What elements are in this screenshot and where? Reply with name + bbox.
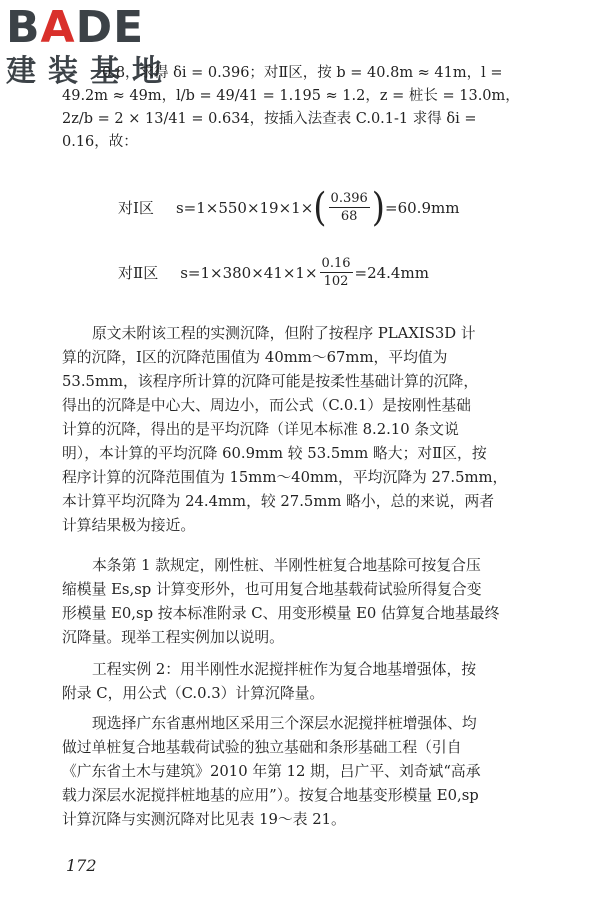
fraction-numerator: 0.396	[330, 191, 368, 206]
text-line: 本计算平均沉降为 24.4mm，较 27.5mm 略小，总的来说，两者	[62, 493, 495, 510]
paragraph-2	[62, 322, 552, 538]
text-line: 53.5mm，该程序所计算的沉降可能是按柔性基础计算的沉降，	[62, 373, 479, 390]
fraction	[329, 190, 370, 225]
text-line: 缩模量 Es,sp 计算变形外，也可用复合地基载荷试验所得复合变	[62, 581, 482, 598]
text-line: 程序计算的沉降范围值为 15mm～40mm，平均沉降为 27.5mm，	[62, 469, 508, 486]
text-line: 形模量 E0,sp 按本标准附录 C、用变形模量 E0 估算复合地基最终	[62, 605, 500, 622]
text-line: 计算的沉降，得出的是平均沉降（详见本标准 8.2.10 条文说	[62, 421, 459, 438]
paragraph-4	[62, 658, 552, 706]
text-line: 做过单桩复合地基载荷试验的独立基础和条形基础工程（引自	[62, 739, 462, 756]
text-line: 0.16，故：	[62, 134, 138, 150]
formula-label: 对Ⅰ区	[118, 199, 154, 217]
text-line: 计算沉降与实测沉降对比见表 19～表 21。	[62, 811, 346, 828]
fraction-numerator: 0.16	[321, 256, 351, 271]
formula-result: =24.4mm	[354, 263, 429, 282]
text-line: 本条第 1 款规定，刚性桩、半刚性桩复合地基除可按复合压	[92, 557, 481, 574]
paragraph-3	[62, 554, 552, 650]
text-line: 0.8，求得 δi = 0.396；对Ⅱ区，按 b = 40.8m ≈ 41m，l =	[102, 65, 503, 81]
text-line: 明），本计算的平均沉降 60.9mm 较 53.5mm 略大；对Ⅱ区，按	[62, 445, 487, 462]
text-line: 载力深层水泥搅拌桩地基的应用”）。按复合地基变形模量 E0,sp	[62, 787, 479, 804]
text-line: 沉降量。现举工程实例加以说明。	[62, 629, 284, 646]
formula-expression: s=1×550×19×1×	[175, 198, 314, 217]
formula-zone-2	[118, 255, 429, 290]
text-line: 《广东省土木与建筑》2010 年第 12 期，吕广平、刘奇斌“高承	[62, 763, 481, 780]
formula-expression: s=1×380×41×1×	[180, 263, 318, 282]
text-line: 49.2m ≈ 49m，l/b = 49/41 = 1.195 ≈ 1.2，z = 桩长 = 13.0m，	[62, 88, 520, 104]
fraction-denominator: 68	[340, 209, 358, 224]
page-number: 172	[66, 856, 97, 875]
fraction	[320, 255, 353, 290]
paragraph-5	[62, 712, 552, 832]
logo-subtitle: 建装基地	[6, 54, 174, 89]
text-line: 2z/b = 2 × 13/41 = 0.634，按插入法查表 C.0.1-1 求得 δi =	[62, 111, 477, 127]
formula-zone-1: 对Ⅰ区 s=1×550×19×1× ( $\frac{0.396}{68}$ ) =60.9mm	[118, 184, 460, 231]
fraction-denominator: 102	[323, 274, 349, 289]
logo-wordmark: BADE	[6, 2, 145, 53]
text-line: 计算结果极为接近。	[62, 517, 196, 534]
text-line: 得出的沉降是中心大、周边小，而公式（C.0.1）是按刚性基础	[62, 397, 471, 414]
text-line: 现选择广东省惠州地区采用三个深层水泥搅拌桩增强体、均	[92, 715, 477, 732]
paragraph-1	[62, 85, 552, 154]
text-line: 附录 C，用公式（C.0.3）计算沉降量。	[62, 685, 325, 702]
text-line: 算的沉降，Ⅰ区的沉降范围值为 40mm～67mm，平均值为	[62, 349, 448, 366]
text-line: 原文未附该工程的实测沉降，但附了按程序 PLAXIS3D 计	[92, 325, 476, 342]
formula-label: 对Ⅱ区	[118, 264, 159, 282]
text-line: 工程实例 2：用半刚性水泥搅拌桩作为复合地基增强体，按	[92, 661, 477, 678]
formula-result: =60.9mm	[385, 198, 460, 217]
